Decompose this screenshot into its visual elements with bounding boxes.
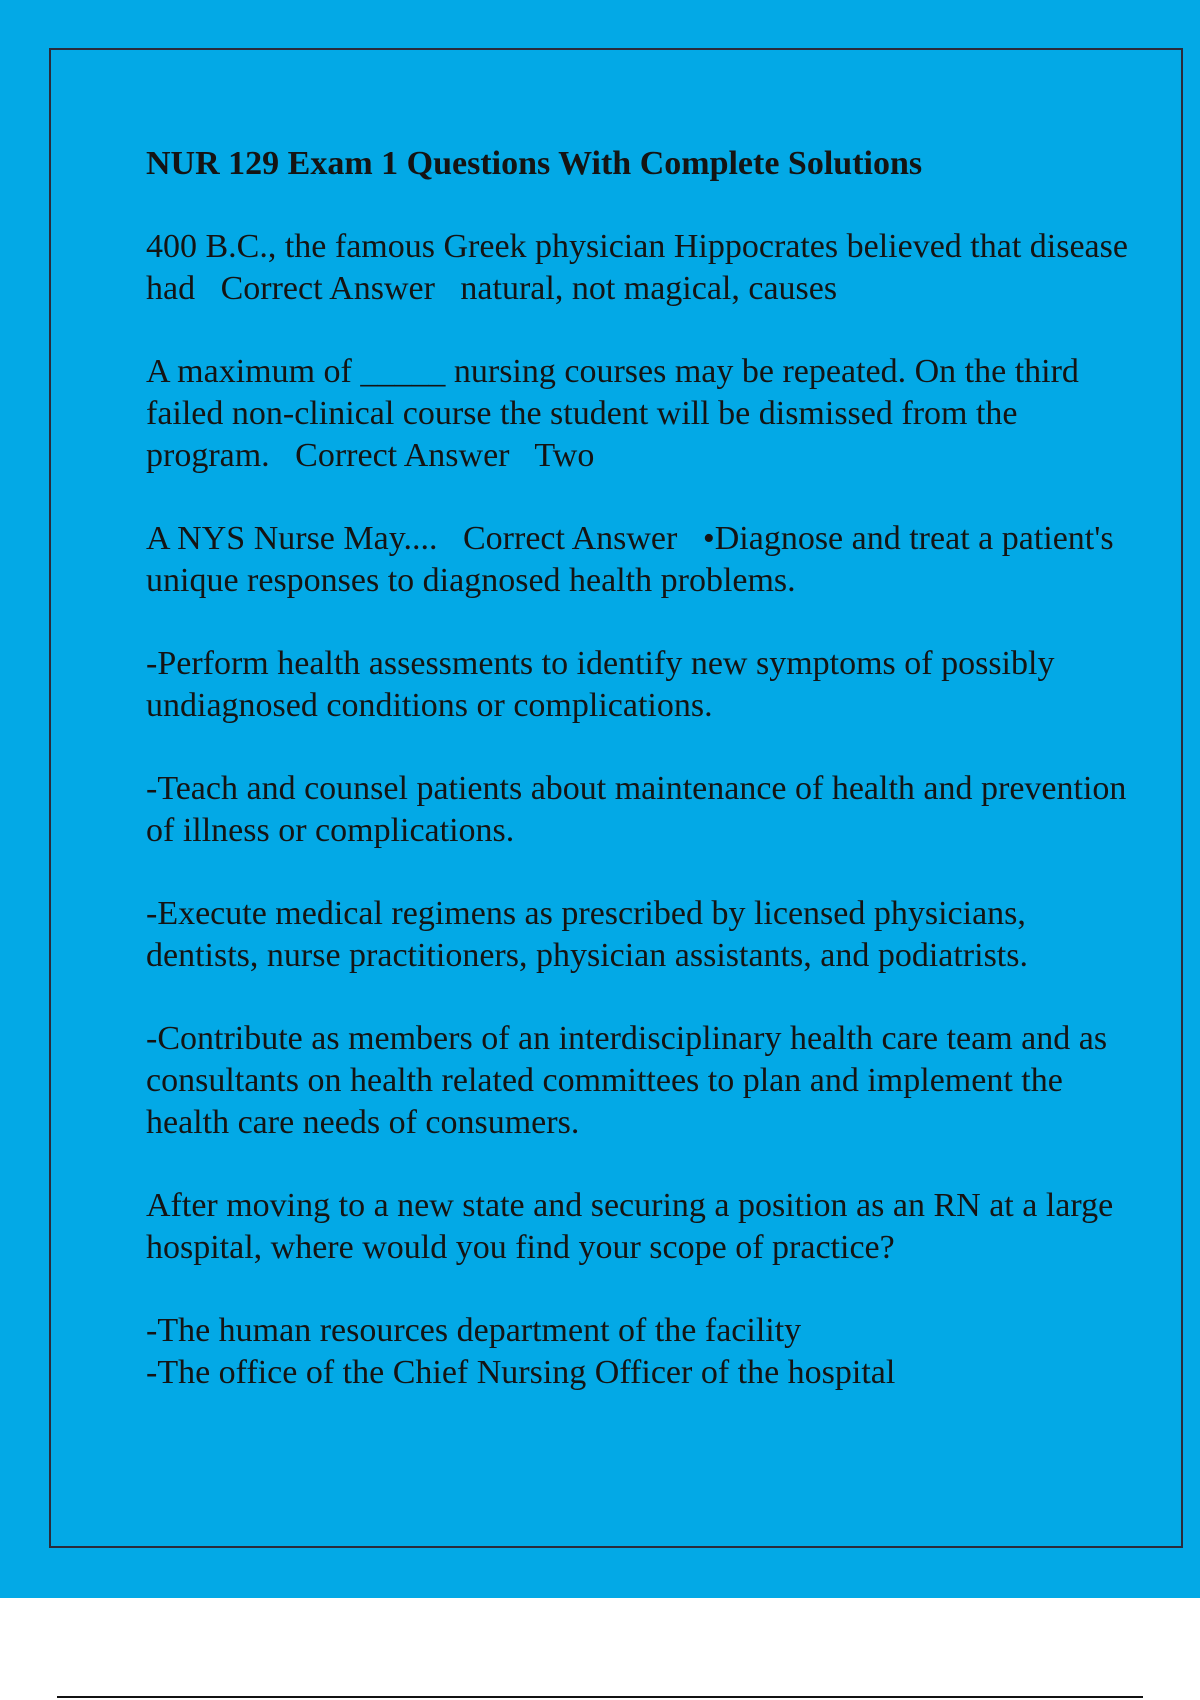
answer-point-assessments: -Perform health assessments to identify new symptoms of possibly undiagnosed conditions or complications.	[146, 645, 1063, 724]
question-repeated-courses: A maximum of _____ nursing courses may be repeated. On the third failed non-clinical course the student will be dismissed from the program. Correct Answer Two	[146, 353, 1088, 474]
document-body	[146, 143, 1146, 1394]
document-title: NUR 129 Exam 1 Questions With Complete Solutions	[146, 145, 923, 182]
answer-point-execute: -Execute medical regimens as prescribed by licensed physicians, dentists, nurse practitioners, physician assistants, and podiatrists.	[146, 895, 1035, 974]
question-scope-of-practice: After moving to a new state and securing a position as an RN at a large hospital, where would you find your scope of practice?	[146, 1187, 1122, 1266]
option-human-resources: -The human resources department of the facility	[146, 1312, 802, 1349]
answer-point-teach: -Teach and counsel patients about maintenance of health and prevention of illness or complications.	[146, 770, 1135, 849]
question-hippocrates: 400 B.C., the famous Greek physician Hippocrates believed that disease had Correct Answer natural, not magical, causes	[146, 228, 1137, 307]
question-nys-nurse: A NYS Nurse May.... Correct Answer •Diagnose and treat a patient's unique responses to diagnosed health problems.	[146, 520, 1123, 599]
footer-divider	[57, 1696, 1143, 1698]
option-chief-nursing-officer: -The office of the Chief Nursing Officer of the hospital	[146, 1354, 896, 1391]
answer-point-contribute: -Contribute as members of an interdisciplinary health care team and as consultants on health related committees to plan and implement the health care needs of consumers.	[146, 1020, 1116, 1141]
